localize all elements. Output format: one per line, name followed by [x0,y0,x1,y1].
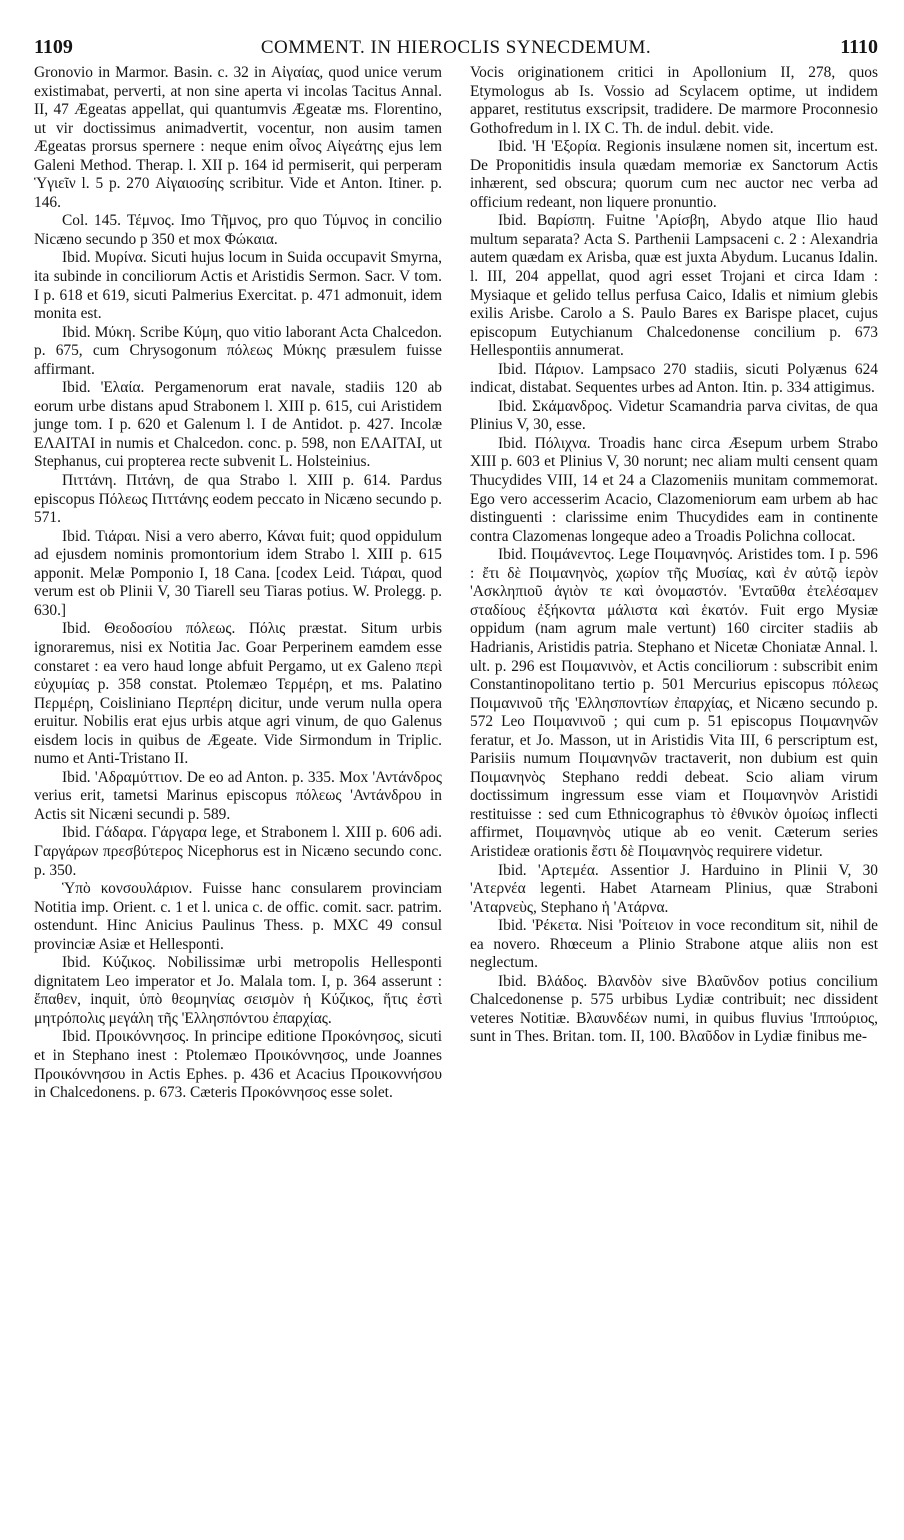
page-number-left: 1109 [34,36,73,58]
paragraph: Πιττάνη. Πιτάνη, de qua Strabo l. XIII p. 614. Pardus episcopus Πόλεως Πιττάνης eodem peccato in Nicæno secundo p. 571. [34,472,442,527]
paragraph: Ibid. Τιάραι. Nisi a vero aberro, Κάναι fuit; quod oppidulum ad ejusdem nominis promontorium idem Strabo l. XIII p. 615 apponit. Melæ Pomponio I, 18 Cana. [codex Leid. Τιάραι, quod verum est ob Plinii V, 30 Tiarell seu Tiaras potius. W. Prolegg. p. 630.] [34,527,442,619]
paragraph: Ibid. Κύζικος. Nobilissimæ urbi metropolis Hellesponti dignitatem Leo imperator et Jo. Malala tom. I, p. 364 asserunt : ἔπαθεν, inquit, ὑπὸ θεομηνίας σεισμὸν ἡ Κύζικος, ἥτις ἐστὶ μητρόπολις μεγάλη τῆς 'Ελλησπόντου ἐπαρχίας. [34,954,442,1027]
paragraph: Ibid. Μυρίνα. Sicuti hujus locum in Suida occupavit Smyrna, ita subinde in conciliorum Actis et Aristidis Sermon. Sacr. V tom. I p. 618 et 619, sicuti Palmerius Exercitat. p. 471 admonuit, idem monita est. [34,249,442,323]
paragraph: Ibid. 'Η 'Εξορία. Regionis insulæne nomen sit, incertum est. De Proponitidis insula quædam memoriæ ex Sanctorum Actis inhærent, sed obscura; quorum cum nec auctor nec verba ad officium redeant, non liquere pronuntio. [470,138,878,211]
paragraph: Ibid. Προικόννησος. In principe editione Προκόνησος, sicuti et in Stephano inest : Ptolemæo Προικόννησος, unde Joannes Προικόννησου in Actis Ephes. p. 436 et Acacius Προικοννήσου in Chalcedonens. p. 673. Cæteris Προκόννησος esse solet. [34,1028,442,1102]
paragraph: Ὑπὸ κονσουλάριον. Fuisse hanc consularem provinciam Notitia imp. Orient. c. 1 et l. unica c. de offic. comit. sacr. patrim. ostendunt. Hinc Anicius Paulinus Thess. p. MXC 49 consul provinciæ Asiæ et Hellesponti. [34,880,442,953]
right-column [470,64,878,1047]
paragraph: Ibid. 'Αρτεμέα. Assentior J. Harduino in Plinii V, 30 'Ατερνέα legenti. Habet Atarneam Plinius, quæ Straboni 'Αταρνεὺς, Stephano ἡ 'Ατάρνα. [470,861,878,916]
paragraph: Ibid. Πάριον. Lampsaco 270 stadiis, sicuti Polyænus 624 indicat, distabat. Sequentes urbes ad Anton. Itin. p. 334 attigimus. [470,360,878,397]
paragraph: Gronovio in Marmor. Basin. c. 32 in Αἰγαίας, quod unice verum existimabat, perverti, at non sine aperta vi incolas Tacitus Annal. II, 47 Ægeatas appellat, qui quantumvis Ægeatæ ms. Florentino, ut vir doctissimus animadvertit, vocentur, non ausim tamen Ægeatas prorsus spernere : neque enim οἶνος Αἰγεάτης ejus lem Galeni Method. Therap. l. XII p. 164 id permiserit, qui perperam Ὑγιεῖν l. 5 p. 270 Αἰγαιοσίης scribitur. Vide et Anton. Itiner. p. 146. [34,64,442,211]
left-column [34,64,442,1103]
paragraph: Ibid. Πόλιχνα. Troadis hanc circa Æsepum urbem Strabo XIII p. 603 et Plinius V, 30 norunt; nec aliam multi censent quam Thucydides VIII, 14 et 24 a Clazomeniis munitam commemorat. Ego vero accesserim Acacio, Clazomeniorum eam urbem ab hac distinguenti : clarissime enim Thucydides eam in continente contra Clazomenas longeque adeo a Troadis Polichna collocat. [470,434,878,545]
paragraph: Ibid. Βλάδος. Βλανδὸν sive Βλαῦνδον potius concilium Chalcedonense p. 575 urbibus Lydiæ contribuit; nec dissident veteres Notitiæ. Βλαυνδέων numi, in quibus fluvius 'Ιππούριος, sunt in Thes. Britan. tom. II, 100. Βλαῦδον in Lydiæ finibus me- [470,972,878,1046]
paragraph: Ibid. Βαρίσπη. Fuitne 'Αρίσβη, Abydo atque Ilio haud multum separata? Acta S. Parthenii Lampsaceni c. 2 : Alexandria autem quædam ex Arisba, quæ est juxta Abydum. Lucanus Idalin. l. III, 204 appellat, quod agri esset Trojani et circa Idam : Mysiaque et gelido tellus perfusa Caico, Idalis et nimium glebis exilis Arisbe. Carolo a S. Paulo Bares ex Barispe placet, cujus episcopum Eutychianum Chalcedonense concilium p. 673 Hellespontiis annumerat. [470,212,878,360]
running-title: COMMENT. IN HIEROCLIS SYNECDEMUM. [260,37,652,58]
paragraph: Ibid. Μύκη. Scribe Κύμη, quo vitio laborant Acta Chalcedon. p. 675, cum Chrysogonum πόλεως Μύκης præsulem fuisse affirmant. [34,323,442,378]
paragraph: Ibid. Θεοδοσίου πόλεως. Πόλις præstat. Situm urbis ignoraremus, nisi ex Notitia Jac. Goar Perperinem eamdem esse constaret : ea vero haud longe abfuit Pergamo, ut ex Galeno περὶ εὐχυμίας p. 358 constat. Ptolemæo Τερμέρη, et ms. Palatino Περμέρη, Coisliniano Περπέρη dicitur, unde verum nulla opera eruitur. Nobilis erat ejus urbis atque agri vinum, de quo Galenus eisdem locis in quibus de Ægeate. Vide Sirmondum in Triplic. numo et Anti-Tristano II. [34,620,442,768]
paragraph: Ibid. 'Ρέκετα. Nisi 'Ροίτειον in voce reconditum sit, nihil de ea novero. Rhœceum a Plinio Strabone atque aliis non est neglectum. [470,917,878,972]
page-header [34,36,878,62]
paragraph: Col. 145. Τέμνος. Imo Τῆμνος, pro quo Τύμνος in concilio Nicæno secundo p 350 et mox Φώκαια. [34,212,442,248]
paragraph: Ibid. Ποιμάνεντος. Lege Ποιμανηνός. Aristides tom. I p. 596 : ἔτι δὲ Ποιμανηνὸς, χωρίον τῆς Μυσίας, καὶ ἐν αὐτῷ ἱερὸν 'Ασκληπιοῦ ἁγιὸν τε καὶ ὀνομαστόν. 'Ενταῦθα ἐτελέσαμεν σταδίους ἐξήκοντα μάλιστα καὶ ἑκατόν. Fuit ergo Mysiæ oppidum (nam agrum male vertunt) 160 circiter stadiis ab Hadrianis, Aristidis patria. Stephano et Nicetæ Choniatæ Annal. l. ult. p. 296 est Ποιμανινὸν, et Actis conciliorum : subscribit enim Constantinopolitano tertio p. 501 Mercurius episcopus πόλεως Ποιμανινοῦ τῆς 'Ελλησποντίων ἐπαρχίας, et Nicæno secundo p. 572 Leo Ποιμανινοῦ ; qui cum p. 51 episcopus Ποιμανηνῶν feratur, et Jo. Masson, ut in Aristidis Vita III, 6 perscriptum est, Parisiis numum Ποιμανηνῶν tractaverit, non dubium est quin Ποιμανηνὸς Stephano reddi debeat. Scio aliam virum doctissimum ingressum esse viam et Ποιμανηνὸν Aristidi restituisse : sed cum Ethnicographus τὸ ἐθνικὸν ὁμοίως inflecti affirmet, Ποιμανηνὸς utique ab eo venit. Cæterum series Aristideæ orationis ἔστι δὲ Ποιμανηνὸς requirere videtur. [470,546,878,860]
paragraph: Ibid. 'Αδραμύττιον. De eo ad Anton. p. 335. Mox 'Αντάνδρος verius erit, tametsi Marinus episcopus πόλεως 'Αντάνδρου in Actis sit Nicæni secundi p. 589. [34,768,442,823]
paragraph: Ibid. Σκάμανδρος. Videtur Scamandria parva civitas, de qua Plinius V, 30, esse. [470,397,878,434]
page-number-right: 1110 [840,36,878,58]
paragraph: Ibid. 'Ελαία. Pergamenorum erat navale, stadiis 120 ab eorum urbe distans apud Strabonem l. XIII p. 615, cui Aristidem junge tom. I p. 620 et Galenum l. I de Antidot. p. 427. Incolæ ΕΛΑΙΤΑΙ in numis et Chalcedon. conc. p. 598, non ΕΛΑΙΤΑΙ, ut Stephanus, cui propterea recte subvenit L. Holsteinius. [34,379,442,471]
paragraph: Ibid. Γάδαρα. Γάργαρα lege, et Strabonem l. XIII p. 606 adi. Γαργάρων πρεσβύτερος Nicephorus est in Nicæno secundo conc. p. 350. [34,824,442,879]
paragraph: Vocis originationem critici in Apollonium II, 278, quos Etymologus ab Is. Vossio ad Scylacem optime, ut indidem apparet, restitutus exscripsit, tradidere. De marmore Proconnesio Gothofredum in l. IX C. Th. de indul. debit. vide. [470,64,878,137]
